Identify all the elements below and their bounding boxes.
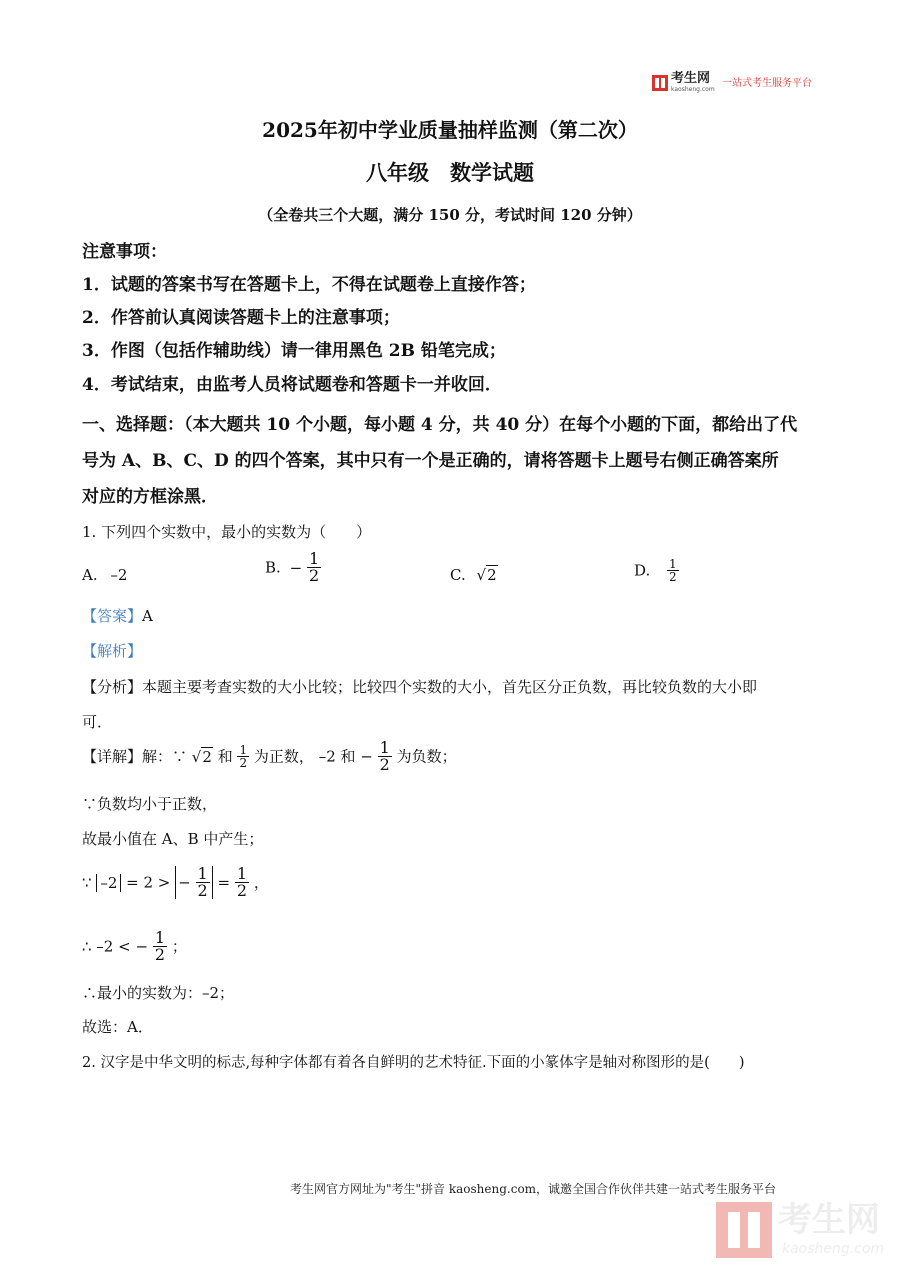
page-subtitle: 八年级 数学试题 [366,160,534,185]
option-label: D. [634,561,651,580]
option-label: C. [450,566,466,584]
denominator: 2 [197,881,208,900]
q1-option-b [265,551,321,584]
fraction [196,866,210,899]
note-item-2: 2．作答前认真阅读答题卡上的注意事项； [82,308,400,328]
watermark-mark-icon [716,1202,772,1258]
therefore-end: ； [171,937,187,956]
q1-choice: 故选：A． [82,1018,153,1036]
q1-fenxi-line1: 【分析】本题主要考查实数的大小比较；比较四个实数的大小，首先区分正负数，再比较负数的大小即 [82,678,758,696]
abs-mid: = 2 > [126,873,171,892]
watermark-domain: kaosheng.com [782,1241,885,1257]
minus-sign: − [135,937,149,956]
detail-negative: 为负数； [396,747,457,766]
numerator: 1 [154,928,166,947]
watermark [716,1200,896,1264]
fraction [235,866,249,899]
radicand: 2 [202,747,212,766]
logo-mark-icon [652,75,668,91]
fraction [237,744,249,769]
abs-neg2: –2 [96,874,121,892]
denominator: 2 [669,570,677,584]
answer-value: A [142,607,153,625]
numerator: 1 [236,864,248,883]
q1-stem: 1. 下列四个实数中，最小的实数为（ ） [82,523,372,541]
q1-abs-line [82,866,269,899]
q2-stem: 2. 汉字是中华文明的标志,每种字体都有着各自鲜明的艺术特征.下面的小篆体字是轴对称图形的是( ) [82,1055,745,1071]
numerator: 1 [669,557,677,571]
numerator: 1 [379,738,390,757]
fraction [378,740,392,773]
watermark-name: 考生网 [778,1200,880,1240]
detail-positive: 为正数， [253,747,314,766]
denominator: 2 [239,756,248,770]
note-item-3: 3．作图（包括作辅助线）请一律用黑色 2B 铅笔完成； [82,341,506,361]
q1-line-negative: ∵负数均小于正数， [82,795,218,813]
q1-answer [82,606,153,626]
header-logo [652,72,822,96]
footer-text: 考生网官方网址为"考生"拼音 kaosheng.com，诚邀全国合作伙伴共建一站式考生服务平台 [290,1182,777,1196]
numerator: 1 [239,743,248,757]
exam-info: （全卷共三个大题，满分 150 分，考试时间 120 分钟） [258,206,642,224]
logo-name: 考生网 [671,71,711,86]
abs-eq: = [217,873,231,892]
section-heading-line2: 号为 A、B、C、D 的四个答案，其中只有一个是正确的，请将答题卡上题号右侧正确答案所 [82,451,779,471]
q1-detail-line [82,740,457,773]
sqrt-expr [192,747,213,767]
note-item-4: 4．考试结束，由监考人员将试题卷和答题卡一并收回． [82,375,502,395]
q1-line-min-ab: 故最小值在 A、B 中产生； [82,830,264,848]
note-text: 1．试题的答案书写在答题卡上，不得在试题卷上直接作答； [82,275,536,295]
option-value: –2 [110,566,128,584]
numerator: 1 [197,864,208,883]
denominator: 2 [308,566,320,585]
denominator: 2 [379,755,390,774]
abs-end: ， [253,873,269,892]
page-title: 2025年初中学业质量抽样监测（第二次） [262,118,638,142]
minus-sign: − [360,747,373,766]
answer-tag: 【答案】 [82,607,143,625]
fraction [667,558,679,583]
option-label: A. [82,566,98,584]
minus-sign: − [178,873,191,892]
sqrt-expr [477,565,498,585]
abs-frac [175,866,213,899]
q1-fenxi-line2: 可． [82,713,113,731]
because-icon: ∵ [82,873,92,892]
detail-and: 和 [217,747,233,766]
q1-analysis-tag: 【解析】 [82,642,143,660]
therefore-prefix: ∴ –2 < [82,937,131,956]
q1-option-c [450,565,498,585]
denominator: 2 [236,881,248,900]
sqrt-icon: √ [191,747,202,766]
minus-sign: − [289,558,303,577]
detail-neg2: –2 和 [318,747,356,766]
logo-slogan: 一站式考生服务平台 [722,78,812,89]
logo-domain: kaosheng.com [671,86,715,93]
q1-therefore-2: ∴最小的实数为：–2； [82,984,235,1002]
fraction [307,551,321,584]
q1-therefore-1 [82,930,187,963]
denominator: 2 [154,945,166,964]
option-label: B. [265,558,281,577]
fraction [153,930,167,963]
q1-option-d [634,558,679,583]
numerator: 1 [308,549,320,568]
q1-option-a [82,565,127,585]
section-heading-line3: 对应的方框涂黑． [82,487,218,507]
radicand: 2 [487,566,497,584]
section-heading-line1: 一、选择题：（本大题共 10 个小题，每小题 4 分，共 40 分）在每个小题的下面，都给出了代 [82,415,798,435]
notes-heading: 注意事项： [82,242,167,262]
detail-prefix: 【详解】解：∵ [82,747,188,766]
note-item-1 [82,274,536,296]
sqrt-icon: √ [476,566,487,584]
